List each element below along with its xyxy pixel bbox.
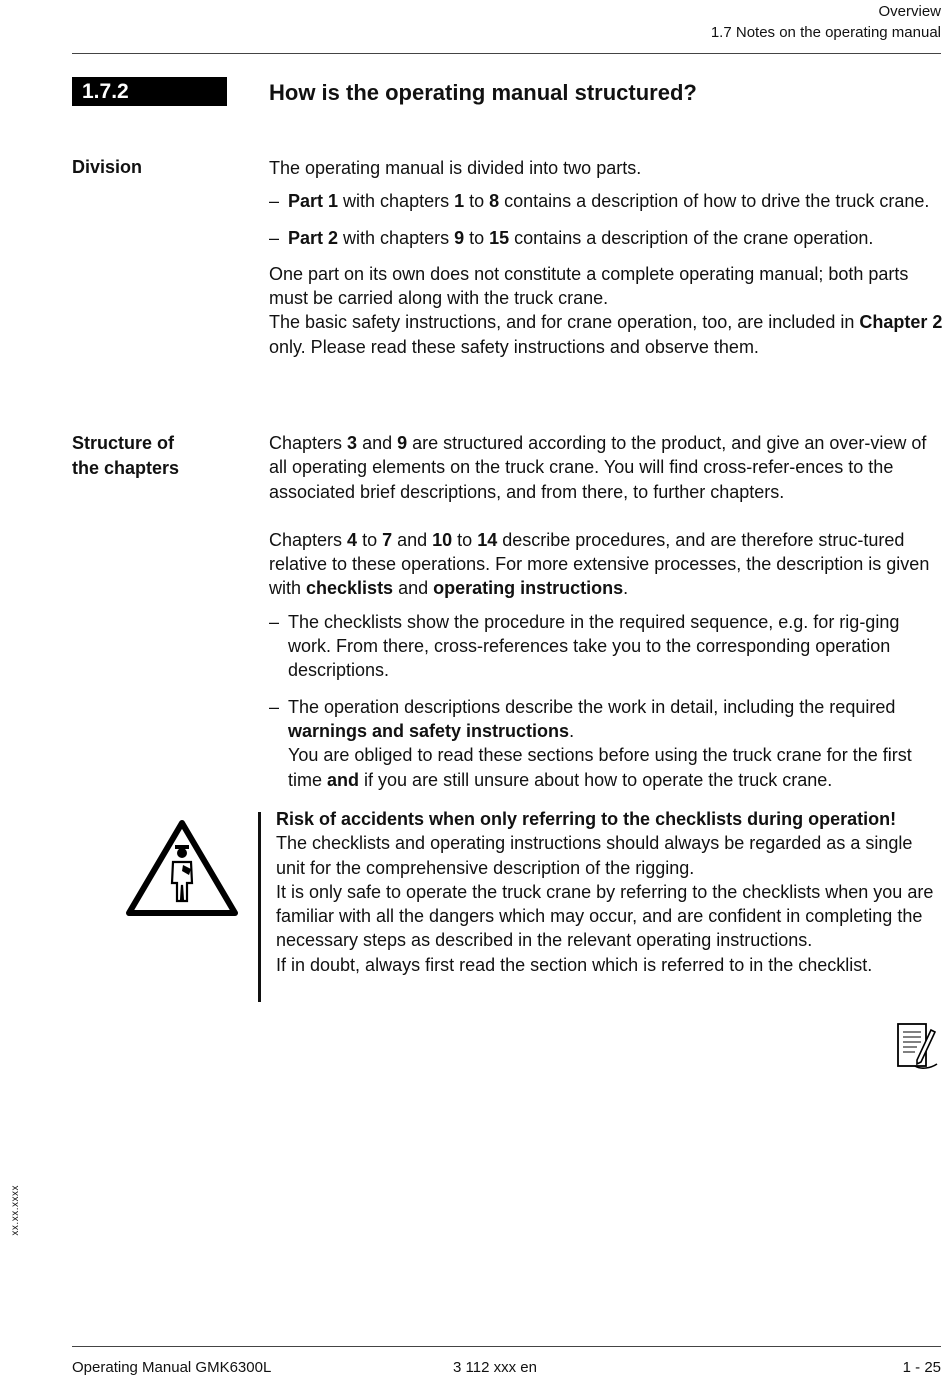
structure-bullet2: – The operation descriptions describe the work in detail, including the required warnings and safety instructions. You are obliged to read these sections before using the truck crane for the first time and if you are still unsure about how to operate the truck crane. (269, 695, 943, 792)
warning-bar (258, 812, 261, 1002)
warning-line1: The checklists and operating instructions should always be regarded as a single unit for the comprehensive description of the rigging. (276, 833, 913, 878)
footer-rule (72, 1346, 941, 1347)
structure-para1: Chapters 3 and 9 are structured according to the product, and give an over-view of all operating elements on the truck crane. You will find cross-refer-ences to the associated brief descriptions, and from there, to further chapters. (269, 433, 927, 502)
header-section: 1.7 Notes on the operating manual (710, 24, 941, 41)
division-block (269, 156, 943, 359)
footer-manual-title: Operating Manual GMK6300L (72, 1359, 272, 1376)
structure-block (269, 431, 943, 792)
division-para1: One part on its own does not constitute a complete operating manual; both parts must be carried along with the truck crane. (269, 263, 909, 309)
warning-line3: If in doubt, always first read the section which is referred to in the checklist. (276, 954, 873, 975)
warning-title: Risk of accidents when only referring to the checklists during operation! (276, 809, 897, 829)
header-chapter: Overview (878, 3, 941, 20)
side-label-structure: Structure of the chapters (72, 433, 180, 478)
division-intro: The operating manual is divided into two parts. (269, 158, 642, 178)
footer-page-number: 1 - 25 (902, 1359, 941, 1376)
section-title: How is the operating manual structured? (269, 80, 697, 105)
warning-triangle-worker-icon (125, 817, 239, 917)
checklist-icon (895, 1022, 941, 1072)
warning-text (276, 807, 946, 977)
division-part2: – Part 2 with chapters 9 to 15 contains a description of the crane operation. (269, 226, 943, 250)
structure-para2: Chapters 4 to 7 and 10 to 14 describe procedures, and are therefore struc-tured relative to these operations. For more extensive processes, the description is given with checklists and operating instructions. (269, 529, 930, 599)
structure-bullet1: – The checklists show the procedure in the required sequence, e.g. for rig-ging work. From there, cross-references take you to the corresponding operation descriptions. (269, 610, 943, 683)
document-code: xx.xx.xxxx (10, 1185, 21, 1236)
header-rule (72, 53, 941, 54)
section-number: 1.7.2 (72, 77, 227, 106)
side-label-division: Division (72, 157, 143, 177)
footer-doc-number: 3 112 xxx en (453, 1359, 537, 1376)
division-para2: The basic safety instructions, and for crane operation, too, are included in Chapter 2 only. Please read these safety instructions and observe them. (269, 312, 943, 357)
warning-line2: It is only safe to operate the truck crane by referring to the checklists when you are familiar with all the dangers which may occur, and are confident in completing the necessary steps as described in the relevant operating instructions. (276, 881, 934, 951)
division-part1: – Part 1 with chapters 1 to 8 contains a description of how to drive the truck crane. (269, 189, 943, 213)
